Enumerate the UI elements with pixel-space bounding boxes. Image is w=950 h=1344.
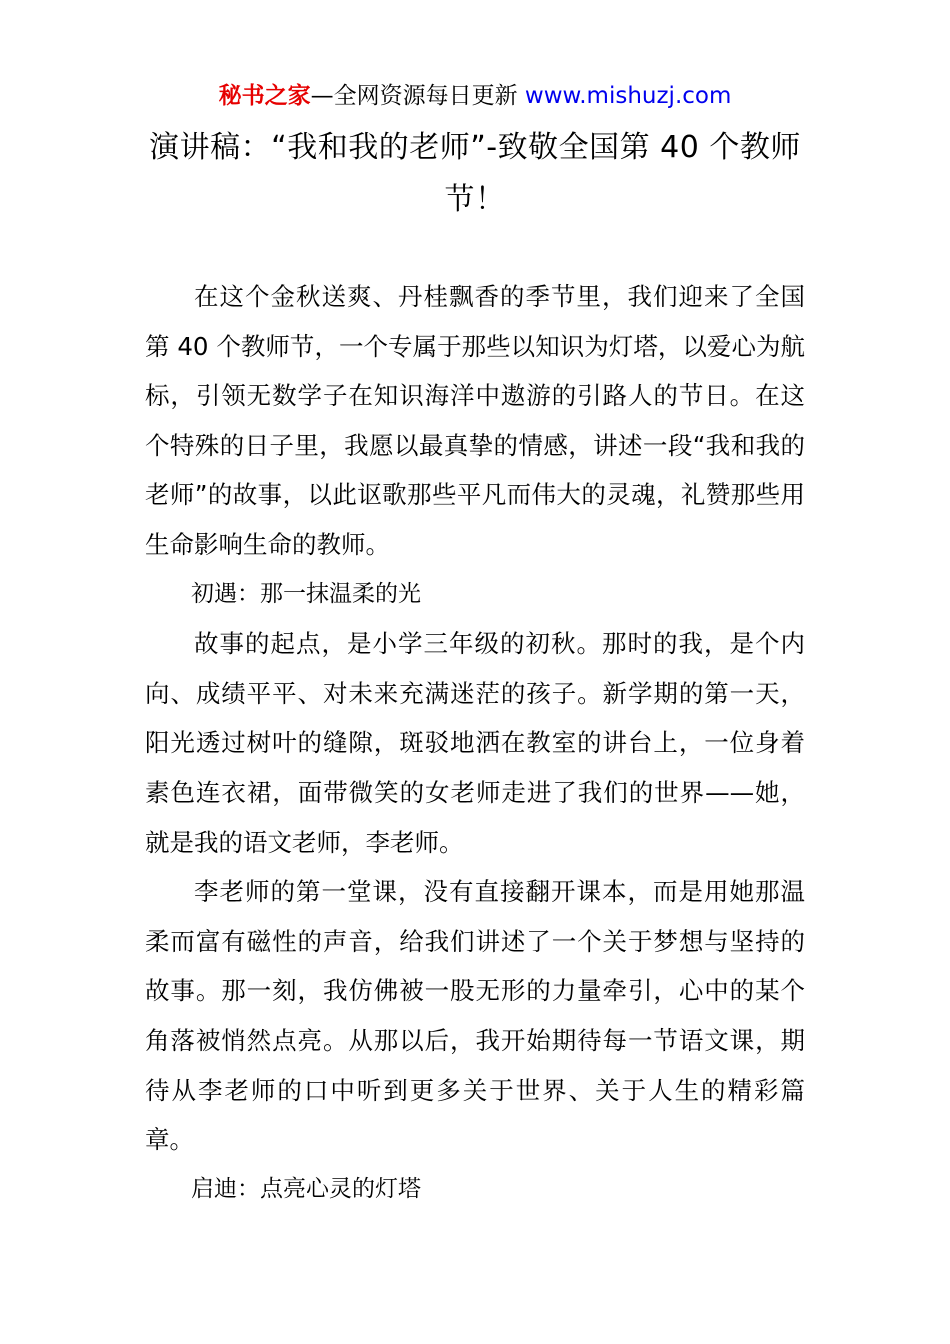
- site-url-link[interactable]: www.mishuzj.com: [524, 83, 732, 109]
- site-header: [0, 80, 950, 112]
- paragraph-intro: 在这个金秋送爽、丹桂飘香的季节里，我们迎来了全国第 40 个教师节，一个专属于那些以知识为灯塔，以爱心为航标，引领无数学子在知识海洋中遨游的引路人的节日。在这个特殊的日子里，我愿以最真挚的情感，讲述一段“我和我的老师”的故事，以此讴歌那些平凡而伟大的灵魂，礼赞那些用生命影响生命的教师。: [145, 282, 805, 559]
- section-heading-first-meeting: 初遇：那一抹温柔的光: [191, 580, 421, 607]
- document-body: [145, 272, 805, 1214]
- section-heading-inspiration: 启迪：点亮心灵的灯塔: [191, 1175, 421, 1202]
- paragraph-first-day: 故事的起点，是小学三年级的初秋。那时的我，是个内向、成绩平平、对未来充满迷茫的孩子。新学期的第一天，阳光透过树叶的缝隙，斑驳地洒在教室的讲台上，一位身着素色连衣裙，面带微笑的女老师走进了我们的世界——她，就是我的语文老师，李老师。: [145, 629, 805, 857]
- paragraph-first-lesson: 李老师的第一堂课，没有直接翻开课本，而是用她那温柔而富有磁性的声音，给我们讲述了一个关于梦想与坚持的故事。那一刻，我仿佛被一股无形的力量牵引，心中的某个角落被悄然点亮。从那以后，我开始期待每一节语文课，期待从李老师的口中听到更多关于世界、关于人生的精彩篇章。: [145, 877, 805, 1155]
- document-title: 演讲稿：“我和我的老师”-致敬全国第 40 个教师节！: [149, 130, 801, 217]
- site-tagline: —全网资源每日更新: [310, 83, 525, 109]
- site-brand: 秘书之家: [218, 83, 311, 109]
